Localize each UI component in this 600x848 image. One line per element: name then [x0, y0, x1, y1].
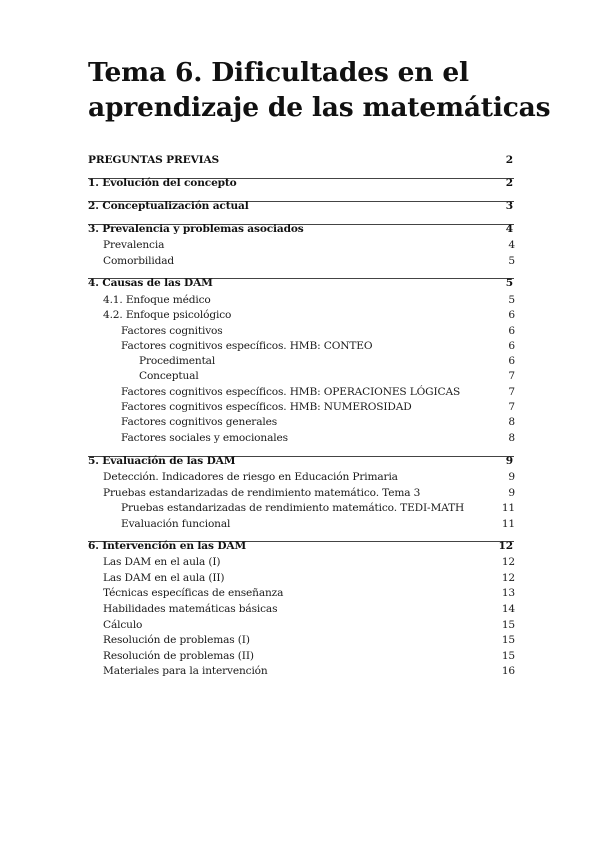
toc-entry-page-number: 15 [501, 619, 515, 631]
toc-subsection-entry[interactable] [0, 585, 600, 601]
toc-subsection-entry[interactable] [0, 414, 600, 430]
toc-entry-label: Factores sociales y emocionales [121, 432, 288, 444]
toc-entry-label: 1. Evolución del concepto [88, 177, 237, 189]
toc-entry-label: Procedimental [139, 355, 216, 367]
toc-subsection-entry[interactable] [0, 516, 600, 532]
toc-entry-label: 4.1. Enfoque médico [103, 294, 211, 306]
toc-entry-page-number: 6 [508, 309, 515, 321]
document-title [88, 55, 551, 125]
toc-entry-label: Técnicas específicas de enseñanza [103, 587, 284, 599]
toc-section-entry[interactable] [0, 221, 600, 237]
toc-entry-page-number: 7 [508, 401, 515, 413]
toc-entry-label: 3. Prevalencia y problemas asociados [88, 223, 304, 235]
toc-section-entry[interactable] [0, 453, 600, 469]
toc-entry-page-number: 15 [501, 650, 515, 662]
toc-section-entry[interactable] [0, 198, 600, 214]
toc-section-entry[interactable] [0, 538, 600, 554]
toc-subsection-entry[interactable] [0, 485, 600, 501]
toc-entry-page-number: 6 [508, 355, 515, 367]
toc-entry-page-number: 15 [501, 634, 515, 646]
toc-entry-page-number: 14 [501, 603, 515, 615]
toc-entry-label: Factores cognitivos [121, 325, 223, 337]
toc-entry-label: Conceptual [139, 370, 199, 382]
toc-entry-page-number: 4 [508, 239, 515, 251]
toc-entry-label: Materiales para la intervención [103, 665, 268, 677]
toc-entry-label: Evaluación funcional [121, 518, 231, 530]
toc-entry-label: Resolución de problemas (II) [103, 650, 254, 662]
toc-entry-page-number: 5 [505, 277, 513, 289]
toc-entry-label: Detección. Indicadores de riesgo en Educación Primaria [103, 471, 398, 483]
toc-entry-label: 5. Evaluación de las DAM [88, 455, 236, 467]
toc-entry-page-number: 3 [505, 200, 513, 212]
toc-entry-page-number: 7 [508, 386, 515, 398]
toc-subsection-entry[interactable] [0, 663, 600, 679]
toc-subsection-entry[interactable] [0, 368, 600, 384]
toc-subsection-entry[interactable] [0, 323, 600, 339]
toc-entry-label: Prevalencia [103, 239, 165, 251]
toc-entry-label: Comorbilidad [103, 255, 174, 267]
toc-subsection-entry[interactable] [0, 617, 600, 633]
toc-subsection-entry[interactable] [0, 353, 600, 369]
toc-entry-label: 6. Intervención en las DAM [88, 540, 247, 552]
toc-entry-page-number: 8 [508, 432, 515, 444]
toc-entry-page-number: 9 [508, 471, 515, 483]
toc-entry-label: Cálculo [103, 619, 143, 631]
toc-entry-label: Factores cognitivos específicos. HMB: NUMEROSIDAD [121, 401, 412, 413]
toc-entry-label: PREGUNTAS PREVIAS [88, 154, 220, 166]
toc-entry-label: Habilidades matemáticas básicas [103, 603, 278, 615]
title-line-1: Tema 6. Dificultades en el [88, 57, 469, 88]
toc-entry-label: Factores cognitivos generales [121, 416, 278, 428]
toc-subsection-entry[interactable] [0, 253, 600, 269]
toc-subsection-entry[interactable] [0, 469, 600, 485]
toc-subsection-entry[interactable] [0, 384, 600, 400]
toc-entry-page-number: 9 [505, 455, 513, 467]
toc-entry-page-number: 6 [508, 340, 515, 352]
toc-entry-page-number: 5 [508, 255, 515, 267]
toc-entry-page-number: 9 [508, 487, 515, 499]
toc-subsection-entry[interactable] [0, 292, 600, 308]
toc-entry-page-number: 8 [508, 416, 515, 428]
toc-entry-label: Pruebas estandarizadas de rendimiento matemático. TEDI-MATH [121, 502, 465, 514]
title-line-2: aprendizaje de las matemáticas [88, 92, 551, 123]
toc-entry-label: 4. Causas de las DAM [88, 277, 213, 289]
toc-entry-label: Pruebas estandarizadas de rendimiento matemático. Tema 3 [103, 487, 421, 499]
toc-entry-page-number: 12 [501, 556, 515, 568]
toc-section-entry[interactable] [0, 275, 600, 291]
toc-entry-label: 4.2. Enfoque psicológico [103, 309, 232, 321]
toc-section-entry[interactable] [0, 152, 600, 168]
toc-subsection-entry[interactable] [0, 500, 600, 516]
toc-subsection-entry[interactable] [0, 632, 600, 648]
toc-entry-label: Las DAM en el aula (I) [103, 556, 221, 568]
toc-entry-page-number: 7 [508, 370, 515, 382]
toc-subsection-entry[interactable] [0, 648, 600, 664]
toc-subsection-entry[interactable] [0, 338, 600, 354]
toc-entry-label: Factores cognitivos específicos. HMB: OPERACIONES LÓGICAS [121, 386, 461, 398]
toc-entry-page-number: 2 [505, 177, 513, 189]
toc-entry-page-number: 12 [501, 572, 515, 584]
toc-entry-page-number: 6 [508, 325, 515, 337]
toc-entry-page-number: 13 [501, 587, 515, 599]
toc-entry-page-number: 5 [508, 294, 515, 306]
toc-entry-label: Resolución de problemas (I) [103, 634, 250, 646]
toc-entry-page-number: 11 [501, 502, 515, 514]
toc-subsection-entry[interactable] [0, 570, 600, 586]
toc-subsection-entry[interactable] [0, 601, 600, 617]
toc-subsection-entry[interactable] [0, 237, 600, 253]
toc-subsection-entry[interactable] [0, 307, 600, 323]
toc-entry-page-number: 16 [501, 665, 515, 677]
toc-entry-label: 2. Conceptualización actual [88, 200, 249, 212]
toc-entry-label: Las DAM en el aula (II) [103, 572, 225, 584]
toc-subsection-entry[interactable] [0, 399, 600, 415]
toc-entry-page-number: 11 [501, 518, 515, 530]
toc-entry-page-number: 2 [505, 154, 513, 166]
toc-subsection-entry[interactable] [0, 430, 600, 446]
toc-entry-page-number: 12 [498, 540, 513, 552]
toc-entry-page-number: 4 [505, 223, 513, 235]
toc-subsection-entry[interactable] [0, 554, 600, 570]
toc-section-entry[interactable] [0, 175, 600, 191]
toc-entry-label: Factores cognitivos específicos. HMB: CONTEO [121, 340, 373, 352]
